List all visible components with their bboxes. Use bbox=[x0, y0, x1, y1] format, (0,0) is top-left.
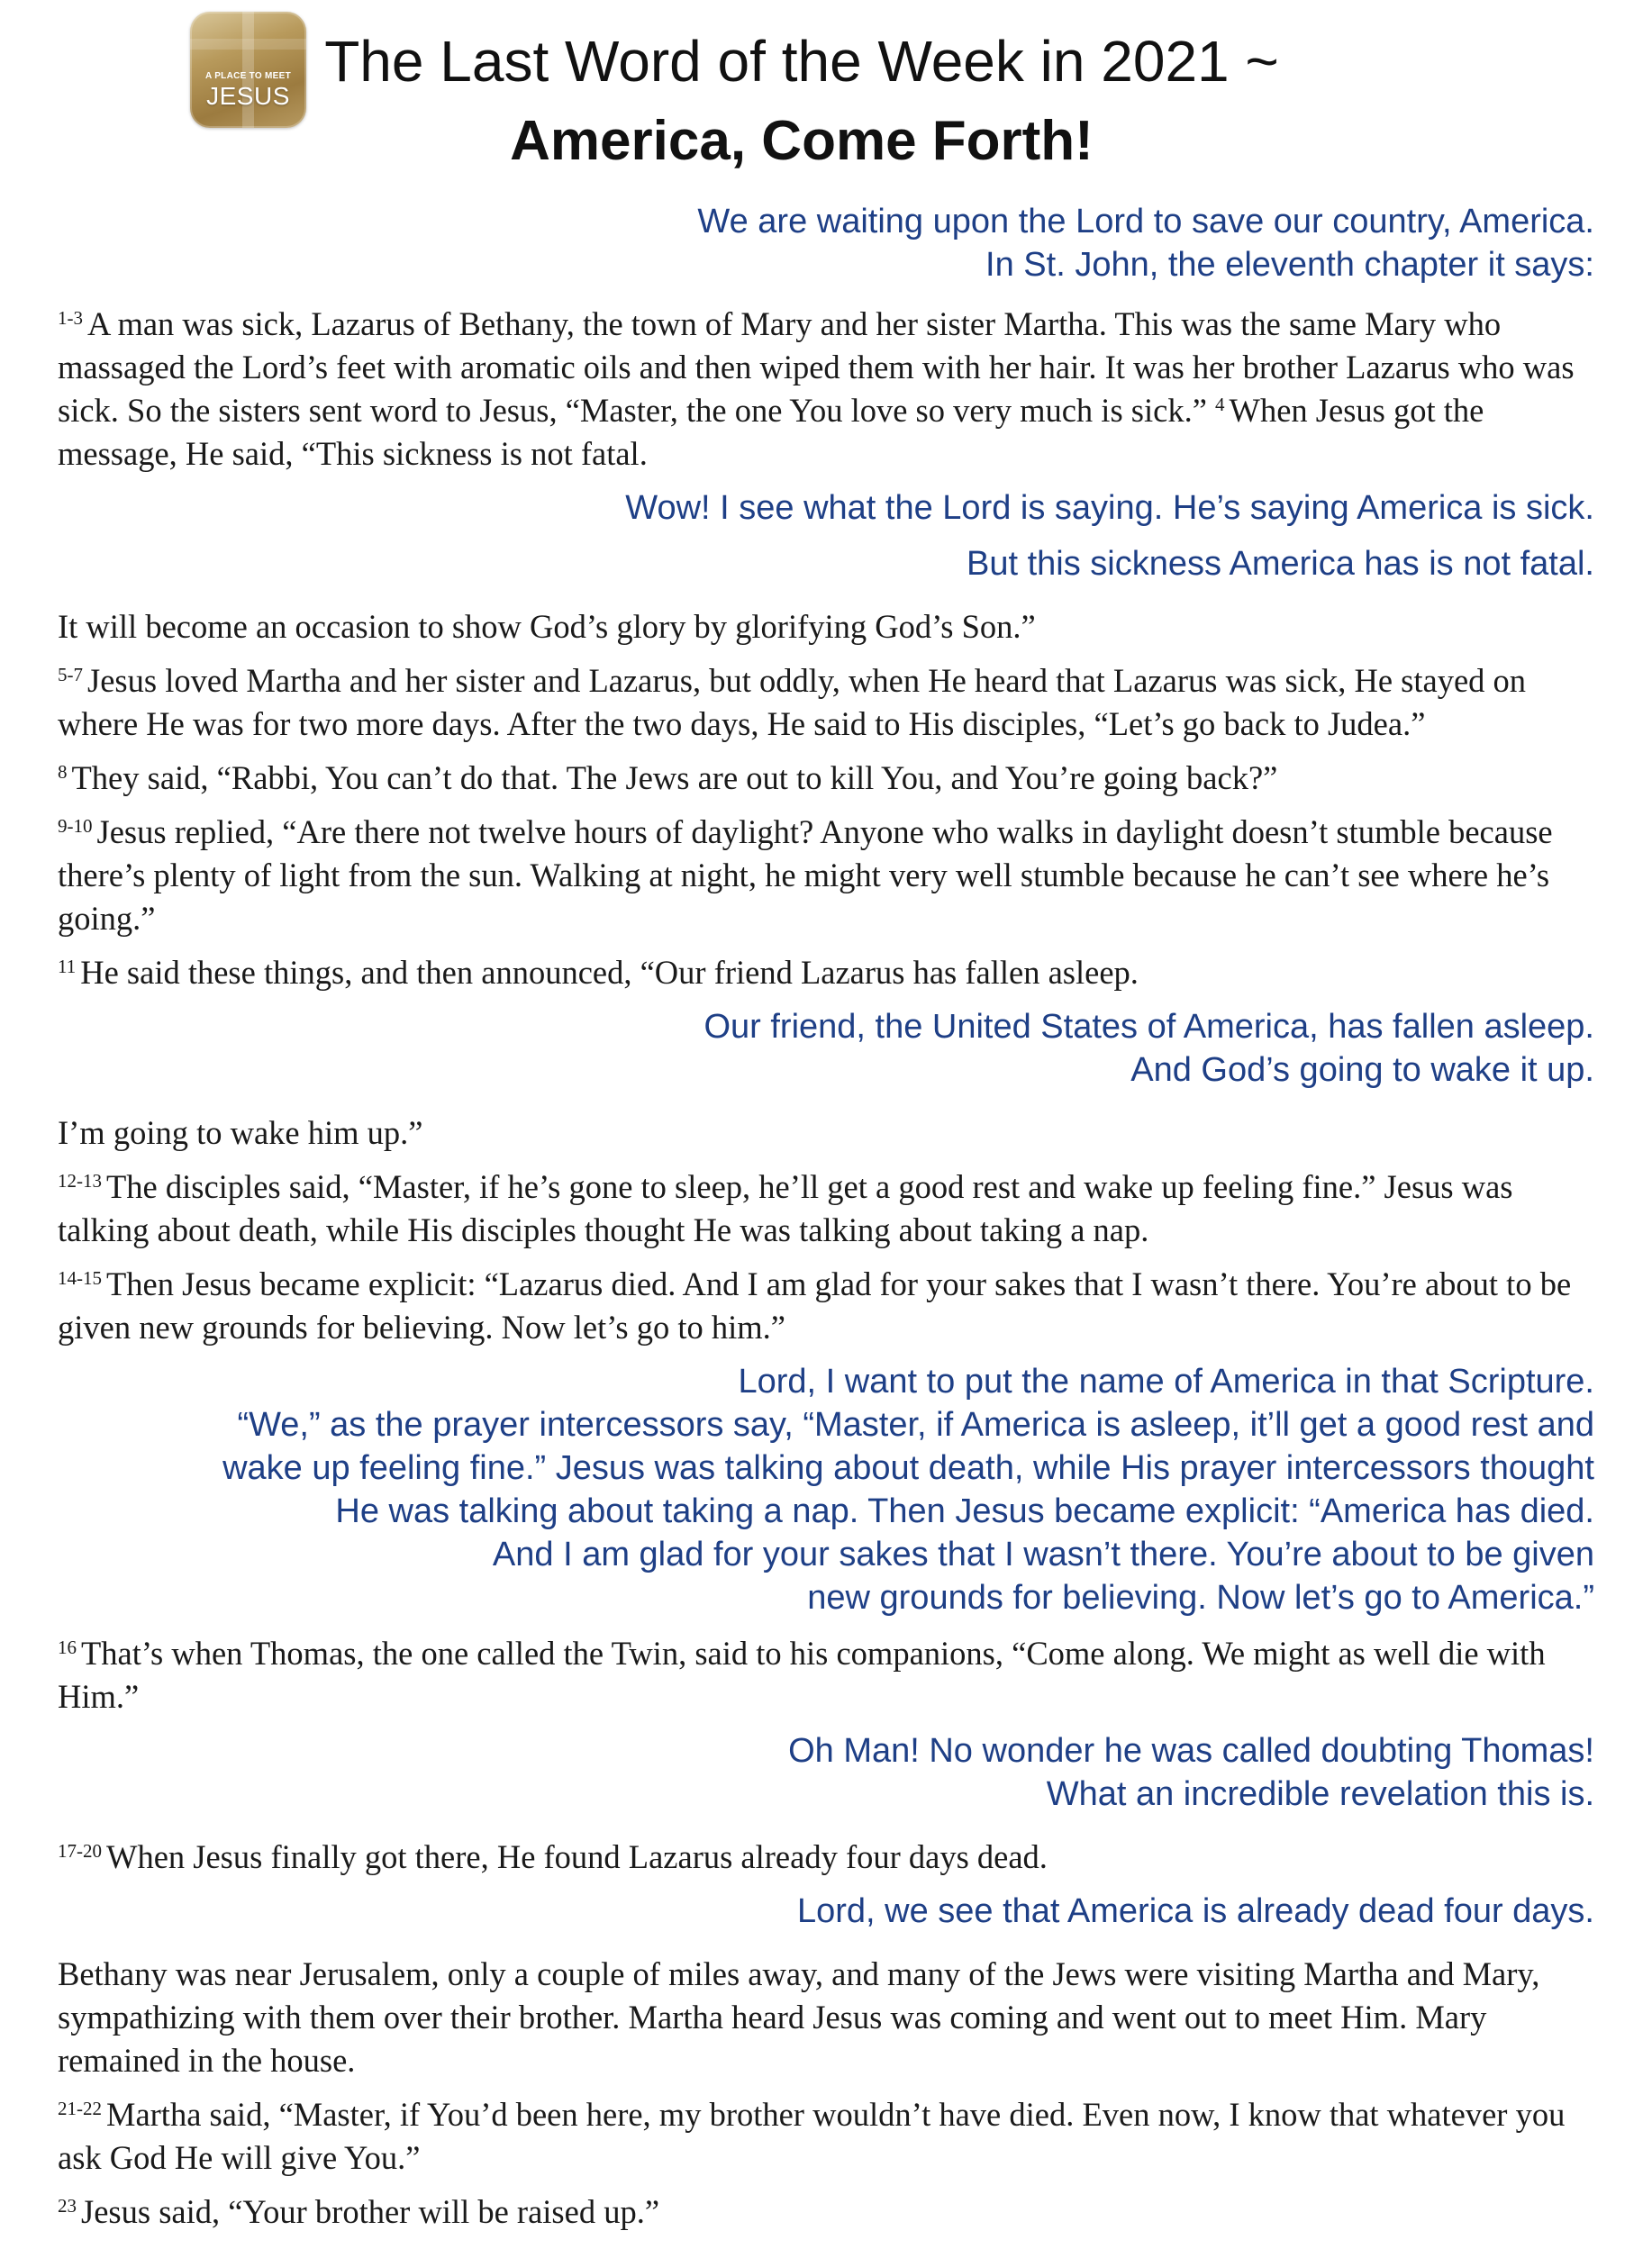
scripture-paragraph bbox=[58, 1953, 1594, 2082]
document-body bbox=[58, 200, 1594, 2244]
commentary-line: In St. John, the eleventh chapter it says: bbox=[985, 246, 1594, 284]
scripture-paragraph bbox=[58, 951, 1594, 994]
verse-number: 1-3 bbox=[58, 307, 83, 329]
scripture-text: The disciples said, “Master, if he’s gone to sleep, he’ll get a good rest and wake up feeling fine.” Jesus was talking about death, while His disciples thought He was talking about taking a nap. bbox=[58, 1168, 1513, 1248]
scripture-text: Then Jesus became explicit: “Lazarus died. And I am glad for your sakes that I wasn’t there. You’re about to be given new grounds for believing. Now let’s go to him.” bbox=[58, 1265, 1572, 1346]
scripture-text: They said, “Rabbi, You can’t do that. The Jews are out to kill You, and You’re going back?” bbox=[71, 759, 1278, 796]
scripture-text: A man was sick, Lazarus of Bethany, the town of Mary and her sister Martha. This was the same Mary who massaged the Lord’s feet with aromatic oils and then wiped them with her hair. It was her brother Lazarus who was sick. So the sisters sent word to Jesus, “Master, the one You love so very much is sick.” bbox=[58, 305, 1575, 429]
verse-number: 11 bbox=[58, 956, 77, 977]
commentary-line: And God’s going to wake it up. bbox=[1130, 1051, 1594, 1089]
scripture-text: When Jesus got the message, He said, “This sickness is not fatal. bbox=[58, 392, 1484, 472]
commentary-paragraph bbox=[58, 1005, 1594, 1092]
commentary-paragraph bbox=[58, 542, 1594, 585]
commentary-line: What an incredible revelation this is. bbox=[1046, 1775, 1594, 1813]
page-subtitle: America, Come Forth! bbox=[510, 110, 1094, 172]
commentary-line: Lord, I want to put the name of America in that Scripture. bbox=[738, 1363, 1594, 1401]
commentary-line: And I am glad for your sakes that I wasn’t there. You’re about to be given bbox=[492, 1536, 1594, 1573]
scripture-text: Jesus said, “Your brother will be raised up.” bbox=[81, 2193, 660, 2230]
scripture-paragraph bbox=[58, 605, 1594, 648]
logo-tagline: A PLACE TO MEET bbox=[204, 71, 292, 81]
page-title: The Last Word of the Week in 2021 ~ bbox=[324, 29, 1279, 94]
scripture-paragraph bbox=[58, 1632, 1594, 1718]
scripture-paragraph bbox=[58, 811, 1594, 940]
scripture-text: When Jesus finally got there, He found Lazarus already four days dead. bbox=[106, 1838, 1048, 1875]
commentary-paragraph bbox=[58, 200, 1594, 286]
scripture-text: Jesus replied, “Are there not twelve hours of daylight? Anyone who walks in daylight doesn’t stumble because there’s plenty of light from the sun. Walking at night, he might very well stumble because he can’t see where he’s going.” bbox=[58, 813, 1553, 937]
commentary-paragraph bbox=[58, 486, 1594, 530]
commentary-line: new grounds for believing. Now let’s go to America.” bbox=[807, 1579, 1594, 1617]
commentary-paragraph bbox=[58, 1890, 1594, 1933]
scripture-paragraph bbox=[58, 1836, 1594, 1879]
commentary-line: Our friend, the United States of America, has fallen asleep. bbox=[703, 1008, 1594, 1046]
scripture-paragraph bbox=[58, 1263, 1594, 1349]
verse-number: 14-15 bbox=[58, 1267, 102, 1289]
verse-number: 23 bbox=[58, 2195, 77, 2217]
commentary-line: Lord, we see that America is already dead four days. bbox=[796, 1892, 1594, 1930]
commentary-line: We are waiting upon the Lord to save our country, America. bbox=[697, 203, 1594, 240]
verse-number: 4 bbox=[1215, 394, 1225, 415]
scripture-text: It will become an occasion to show God’s glory by glorifying God’s Son.” bbox=[58, 608, 1036, 645]
scripture-text: He said these things, and then announced, “Our friend Lazarus has fallen asleep. bbox=[80, 954, 1139, 991]
scripture-paragraph bbox=[58, 303, 1594, 476]
scripture-text: I’m going to wake him up.” bbox=[58, 1114, 423, 1151]
commentary-line: “We,” as the prayer intercessors say, “Master, if America is asleep, it’ll get a good rest and bbox=[237, 1406, 1594, 1444]
scripture-text: That’s when Thomas, the one called the Twin, said to his companions, “Come along. We might as well die with Him.” bbox=[58, 1635, 1546, 1715]
verse-number: 16 bbox=[58, 1637, 77, 1658]
scripture-text: Jesus loved Martha and her sister and Lazarus, but oddly, when He heard that Lazarus was sick, He stayed on where He was for two more days. After the two days, He said to His disciples, “Let’s go back to Judea.” bbox=[58, 662, 1527, 742]
scripture-paragraph bbox=[58, 2190, 1594, 2234]
verse-number: 8 bbox=[58, 761, 68, 783]
scripture-paragraph bbox=[58, 757, 1594, 800]
scripture-paragraph bbox=[58, 659, 1594, 746]
commentary-line: But this sickness America has is not fatal. bbox=[967, 545, 1594, 583]
scripture-text: Bethany was near Jerusalem, only a couple of miles away, and many of the Jews were visiting Martha and Mary, sympathizing with them over their brother. Martha heard Jesus was coming and went out to meet Him. Mary remained in the house. bbox=[58, 1955, 1540, 2079]
commentary-paragraph bbox=[58, 1360, 1594, 1619]
commentary-paragraph bbox=[58, 1729, 1594, 1816]
commentary-line: wake up feeling fine.” Jesus was talking about death, while His prayer intercessors thought bbox=[222, 1449, 1594, 1487]
commentary-line: He was talking about taking a nap. Then Jesus became explicit: “America has died. bbox=[335, 1492, 1594, 1530]
verse-number: 9-10 bbox=[58, 815, 93, 837]
verse-number: 12-13 bbox=[58, 1170, 102, 1192]
commentary-line: Wow! I see what the Lord is saying. He’s saying America is sick. bbox=[625, 489, 1594, 527]
commentary-line: Oh Man! No wonder he was called doubting Thomas! bbox=[788, 1732, 1594, 1770]
verse-number: 21-22 bbox=[58, 2098, 102, 2119]
scripture-text: Martha said, “Master, if You’d been here, my brother wouldn’t have died. Even now, I know that whatever you ask God He will give You.” bbox=[58, 2096, 1566, 2176]
logo-word: JESUS bbox=[206, 82, 290, 110]
scripture-paragraph bbox=[58, 1165, 1594, 1252]
verse-number: 5-7 bbox=[58, 664, 83, 685]
scripture-paragraph bbox=[58, 2093, 1594, 2180]
scripture-paragraph bbox=[58, 1111, 1594, 1155]
verse-number: 17-20 bbox=[58, 1840, 102, 1862]
